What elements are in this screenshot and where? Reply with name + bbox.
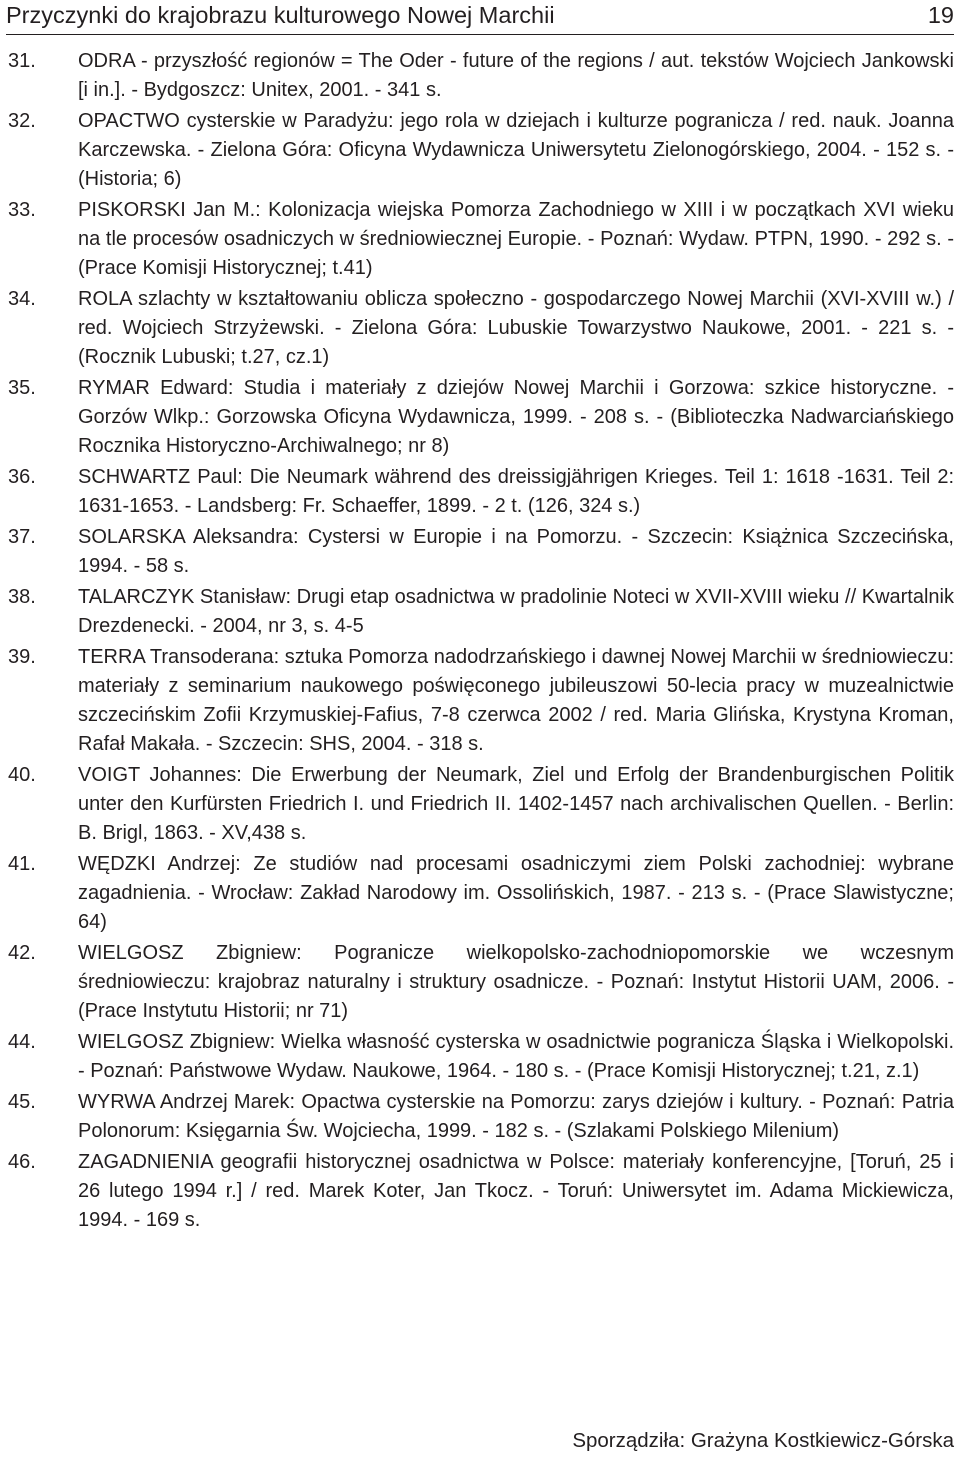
entry-number: 45. bbox=[8, 1091, 36, 1113]
bibliography-entry bbox=[0, 463, 960, 521]
entry-number: 38. bbox=[8, 586, 36, 608]
entry-text: WĘDZKI Andrzej: Ze studiów nad procesami osadniczymi ziem Polski zachodniej: wybrane zagadnienia. - Wrocław: Zakład Narodowy im. Ossolińskich, 1987. - 213 s. - (Prace Slawistyczne; 64) bbox=[78, 853, 954, 933]
entry-number: 31. bbox=[8, 50, 36, 72]
entry-number: 37. bbox=[8, 526, 36, 548]
entry-number: 40. bbox=[8, 764, 36, 786]
bibliography-entry bbox=[0, 583, 960, 641]
entry-text: ZAGADNIENIA geografii historycznej osadnictwa w Polsce: materiały konferencyjne, [Toruń, 25 i 26 lutego 1994 r.] / red. Marek Koter, Jan Tkocz. - Toruń: Uniwersytet im. Adama Mickiewicza, 1994. - 169 s. bbox=[78, 1151, 954, 1231]
entry-text: PISKORSKI Jan M.: Kolonizacja wiejska Pomorza Zachodniego w XIII i w początkach XVI wieku na tle procesów osadniczych w średniowiecznej Europie. - Poznań: Wydaw. PTPN, 1990. - 292 s. - (Prace Komisji Historycznej; t.41) bbox=[78, 199, 954, 279]
bibliography-entry bbox=[0, 47, 960, 105]
page-number: 19 bbox=[927, 2, 954, 28]
entry-text: RYMAR Edward: Studia i materiały z dziejów Nowej Marchii i Gorzowa: szkice historyczne. - Gorzów Wlkp.: Gorzowska Oficyna Wydawnicza, 1999. - 208 s. - (Biblioteczka Nadwarciańskiego Rocznika Historyczno-Archiwalnego; nr 8) bbox=[78, 377, 954, 457]
bibliography-entry bbox=[0, 374, 960, 461]
compiler-credit: Sporządziła: Grażyna Kostkiewicz-Górska bbox=[572, 1429, 954, 1452]
entry-text: VOIGT Johannes: Die Erwerbung der Neumark, Ziel und Erfolg der Brandenburgischen Politik unter den Kurfürsten Friedrich I. und Friedrich II. 1402-1457 nach archivalischen Quellen. - Berlin: B. Brigl, 1863. - XV,438 s. bbox=[78, 764, 954, 844]
entry-text: TERRA Transoderana: sztuka Pomorza nadodrzańskiego i dawnej Nowej Marchii w średniowieczu: materiały z seminarium naukowego poświęconego jubileuszowi 50-lecia pracy w muzealnictwie szczecińskim Zofii Krzymuskiej-Fafius, 7-8 czerwca 2002 / red. Maria Glińska, Krystyna Kroman, Rafał Makała. - Szczecin: SHS, 2004. - 318 s. bbox=[78, 646, 954, 755]
entry-text: SCHWARTZ Paul: Die Neumark während des dreissigjährigen Krieges. Teil 1: 1618 -1631. Teil 2: 1631-1653. - Landsberg: Fr. Schaeffer, 1899. - 2 t. (126, 324 s.) bbox=[78, 466, 954, 517]
bibliography-entry bbox=[0, 939, 960, 1026]
entry-number: 35. bbox=[8, 377, 36, 399]
bibliography-entry bbox=[0, 850, 960, 937]
bibliography-entry bbox=[0, 761, 960, 848]
entry-text: ODRA - przyszłość regionów = The Oder - future of the regions / aut. tekstów Wojciech Jankowski [i in.]. - Bydgoszcz: Unitex, 2001. - 341 s. bbox=[78, 50, 954, 101]
entry-text: WYRWA Andrzej Marek: Opactwa cysterskie na Pomorzu: zarys dziejów i kultury. - Poznań: Patria Polonorum: Księgarnia Św. Wojciecha, 1999. - 182 s. - (Szlakami Polskiego Milenium) bbox=[78, 1091, 954, 1142]
bibliography-entry bbox=[0, 1148, 960, 1235]
entry-text: SOLARSKA Aleksandra: Cystersi w Europie i na Pomorzu. - Szczecin: Książnica Szczecińska, 1994. - 58 s. bbox=[78, 526, 954, 577]
entry-number: 34. bbox=[8, 288, 36, 310]
bibliography-entry bbox=[0, 1028, 960, 1086]
entry-number: 46. bbox=[8, 1151, 36, 1173]
entry-number: 44. bbox=[8, 1031, 36, 1053]
bibliography-entry bbox=[0, 107, 960, 194]
entry-number: 36. bbox=[8, 466, 36, 488]
running-title: Przyczynki do krajobrazu kulturowego Nowej Marchii bbox=[6, 2, 555, 28]
entry-text: TALARCZYK Stanisław: Drugi etap osadnictwa w pradolinie Noteci w XVII-XVIII wieku // Kwartalnik Drezdenecki. - 2004, nr 3, s. 4-5 bbox=[78, 586, 954, 637]
entry-number: 33. bbox=[8, 199, 36, 221]
entry-number: 32. bbox=[8, 110, 36, 132]
entry-number: 41. bbox=[8, 853, 36, 875]
entry-number: 42. bbox=[8, 942, 36, 964]
entry-text: WIELGOSZ Zbigniew: Pogranicze wielkopolsko-zachodniopomorskie we wczesnym średniowieczu: krajobraz naturalny i struktury osadnicze. - Poznań: Instytut Historii UAM, 2006. - (Prace Instytutu Historii; nr 71) bbox=[78, 942, 954, 1022]
bibliography-entry bbox=[0, 643, 960, 759]
entry-text: OPACTWO cysterskie w Paradyżu: jego rola w dziejach i kulturze pogranicza / red. nauk. Joanna Karczewska. - Zielona Góra: Oficyna Wydawnicza Uniwersytetu Zielonogórskiego, 2004. - 152 s. - (Historia; 6) bbox=[78, 110, 954, 190]
bibliography-entry bbox=[0, 1088, 960, 1146]
entry-text: WIELGOSZ Zbigniew: Wielka własność cysterska w osadnictwie pogranicza Śląska i Wielkopolski. - Poznań: Państwowe Wydaw. Naukowe, 1964. - 180 s. - (Prace Komisji Historycznej; t.21, z.1) bbox=[78, 1031, 954, 1082]
bibliography-list bbox=[0, 47, 960, 1237]
bibliography-entry bbox=[0, 523, 960, 581]
entry-text: ROLA szlachty w kształtowaniu oblicza społeczno - gospodarczego Nowej Marchii (XVI-XVIII w.) / red. Wojciech Strzyżewski. - Zielona Góra: Lubuskie Towarzystwo Naukowe, 2001. - 221 s. - (Rocznik Lubuski; t.27, cz.1) bbox=[78, 288, 954, 368]
bibliography-entry bbox=[0, 196, 960, 283]
bibliography-entry bbox=[0, 285, 960, 372]
entry-number: 39. bbox=[8, 646, 36, 668]
page-header bbox=[6, 0, 954, 35]
